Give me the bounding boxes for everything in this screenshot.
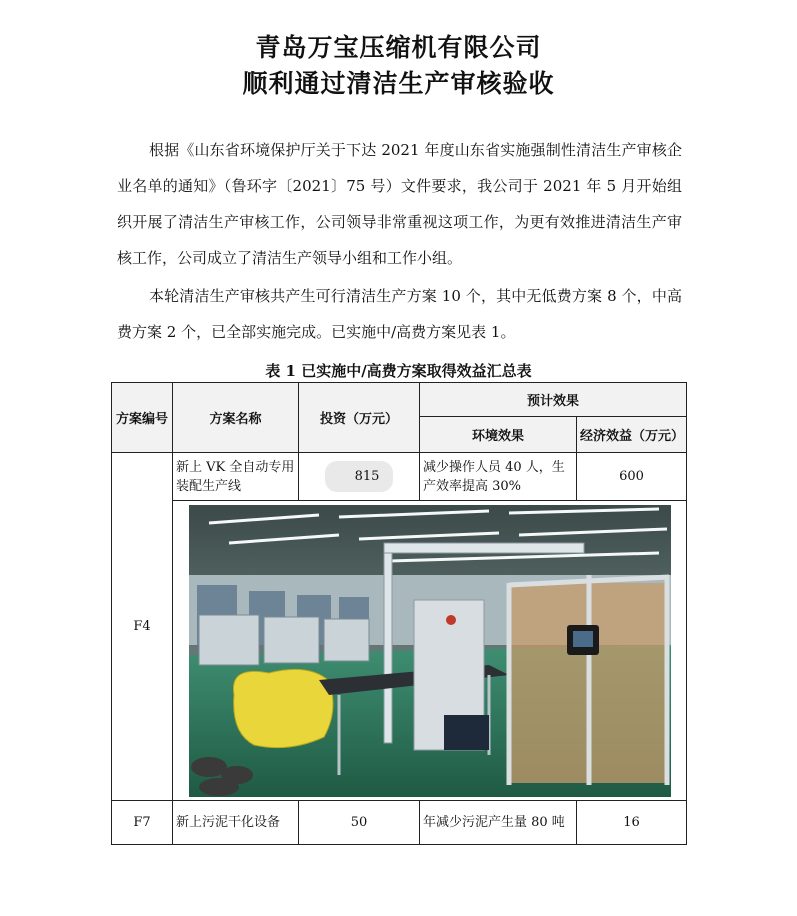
row1-plan-no: F4 bbox=[112, 453, 173, 801]
title-line-1: 青岛万宝压缩机有限公司 bbox=[255, 33, 542, 62]
paragraph-1: 根据《山东省环境保护厅关于下达 2021 年度山东省实施强制性清洁生产审核企业名单的通知》（鲁环字〔2021〕75 号）文件要求，我公司于 2021 年 5 月开始组织开展了清洁生产审核工作，公司领导非常重视这项工作，为更有效推进清洁生产审核工作，公司成立了清洁生产领导小组和工作小组。 bbox=[117, 141, 682, 267]
paragraph-2: 本轮清洁生产审核共产生可行清洁生产方案 10 个，其中无低费方案 8 个，中高费方案 2 个，已全部实施完成。已实施中/高费方案见表 1。 bbox=[117, 287, 682, 341]
header-expected-effect: 预计效果 bbox=[420, 383, 687, 417]
title-line-2: 顺利通过清洁生产审核验收 bbox=[242, 69, 555, 98]
photo-cell bbox=[173, 501, 687, 801]
header-investment: 投资（万元） bbox=[299, 383, 420, 453]
header-plan-name: 方案名称 bbox=[173, 383, 299, 453]
benefit-summary-table bbox=[111, 382, 687, 845]
table-row bbox=[112, 453, 687, 501]
header-env-effect: 环境效果 bbox=[420, 417, 577, 453]
row1-env-effect: 减少操作人员 40 人，生产效率提高 30% bbox=[420, 453, 577, 501]
row2-plan-no: F7 bbox=[112, 801, 173, 845]
table-caption: 表 1 已实施中/高费方案取得效益汇总表 bbox=[265, 362, 532, 380]
row1-investment: 815 bbox=[325, 461, 394, 492]
table-row bbox=[112, 801, 687, 845]
header-econ-benefit: 经济效益（万元） bbox=[577, 417, 687, 453]
row1-plan-name: 新上 VK 全自动专用装配生产线 bbox=[173, 453, 299, 501]
row2-env-effect: 年减少污泥产生量 80 吨 bbox=[420, 801, 577, 845]
row1-investment-cell bbox=[299, 453, 420, 501]
row2-investment: 50 bbox=[299, 801, 420, 845]
header-plan-no: 方案编号 bbox=[112, 383, 173, 453]
row1-econ-benefit: 600 bbox=[577, 453, 687, 501]
row2-plan-name: 新上污泥干化设备 bbox=[173, 801, 299, 845]
assembly-line-photo bbox=[189, 505, 671, 797]
row2-econ-benefit: 16 bbox=[577, 801, 687, 845]
